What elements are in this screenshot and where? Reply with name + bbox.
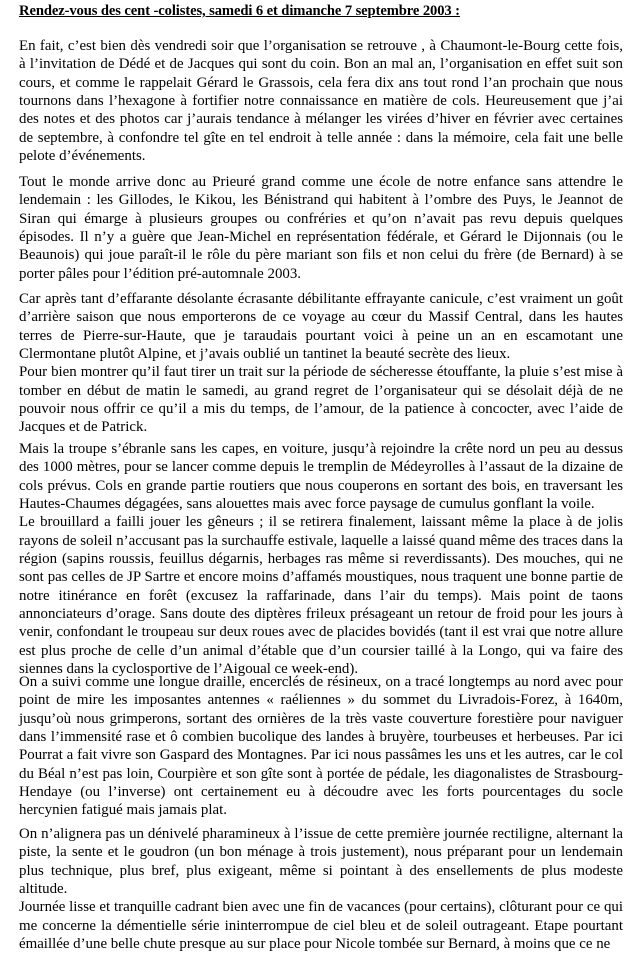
paragraph-text: Tout le monde arrive donc au Prieuré grand comme une école de notre enfance sans attendre le lendemain : les Gillodes, le Kikou, les Bénistrand qui habitent à l’ombre des Puys, le Jeannot de Siran qui émarge à plusieurs groupes ou confréries et qu’on n’avait pas revu depuis quelques épisodes. Il n’y a guère que Jean-Michel en représentation fédérale, et Gérard le Dijonnais (ou le Beaunois) qui joue paraît-il le rôle du père mariant son fils et non celui du frère (de Bernard) à se porter pâles pour l’édition pré-automnale 2003. bbox=[19, 174, 623, 282]
paragraph-2 bbox=[19, 173, 623, 283]
paragraph-3 bbox=[19, 290, 623, 437]
paragraph-text: Journée lisse et tranquille cadrant bien avec une fin de vacances (pour certains), clôturant pour ce qui me concerne la démentielle série ininterrompue de ciel bleu et de soleil outrageant. Etape pourtant émaillée d’une belle chute presque au sur place pour Nicole tombée sur Bernard, à moins que ce ne bbox=[19, 899, 623, 953]
paragraph-6 bbox=[19, 825, 623, 953]
paragraph-1 bbox=[19, 37, 623, 165]
paragraph-5 bbox=[19, 673, 623, 820]
paragraph-text: Pour bien montrer qu’il faut tirer un trait sur la période de sécheresse étouffante, la pluie s’est mise à tomber en début de matin le samedi, au grand regret de l’organisateur qui se désolait déjà de ne pouvoir nous offrir ce qu’il a mis du temps, de l’amour, de la patience à concocter, avec l’aide de Jacques et de Patrick. bbox=[19, 364, 623, 436]
paragraph-text: Mais la troupe s’ébranle sans les capes, en voiture, jusqu’à rejoindre la crête nord un peu au dessus des 1000 mètres, pour se lancer comme depuis le tremplin de Médeyrolles à l’assaut de la dizaine de cols prévus. Cols en grande partie routiers que nous couperons en sortant des bois, en traversant les Hautes-Chaumes dégagées, sans alouettes mais avec force paysage de cumulus gonflant la voile. bbox=[19, 441, 623, 513]
document-title: Rendez-vous des cent -colistes, samedi 6 et dimanche 7 septembre 2003 : bbox=[19, 3, 460, 19]
paragraph-text: On n’alignera pas un dénivelé pharamineux à l’issue de cette première journée rectiligne, alternant la piste, la sente et le goudron (un bon ménage à trois justement), nous préparant pour un lendemain plus technique, plus bref, plus exigeant, même si pointant à des ensellements de plus modeste altitude. bbox=[19, 826, 623, 898]
paragraph-4 bbox=[19, 440, 623, 678]
paragraph-text: Car après tant d’effarante désolante écrasante débilitante effrayante canicule, c’est vraiment un goût d’arrière saison que nous emporterons de ce voyage au cœur du Massif Central, dans les hautes terres de Pierre-sur-Haute, que je taraudais pourtant voici à peine un an en escamotant une Clermontane plutôt Alpine, et j’avais oublié un tantinet la beauté secrète des lieux. bbox=[19, 291, 623, 363]
paragraph-text: Le brouillard a failli jouer les gêneurs ; il se retirera finalement, laissant même la place à de jolis rayons de soleil n’accusant pas la surchauffe estivale, laquelle a laissé quand même des traces dans la région (sapins roussis, feuillus dégarnis, herbages ras même si reverdissants). Des mouches, qui ne sont pas celles de JP Sartre et encore moins d’affamés moustiques, nous traquent une bonne partie de notre itinérance en forêt (excusez la raffarinade, dans l’air du temps). Mais point de taons annonciateurs d’orage. Sans doute des diptères frileux présageant un retour de froid pour les jours à venir, confondant le troupeau sur deux roues avec de placides bovidés (tant il est vrai que notre allure est plus proche de celle d’un animal d’étable que d’un coursier taillé à la Longo, qui va faire des siennes dans la cyclosportive de l’Aigoual ce week-end). bbox=[19, 514, 623, 678]
paragraph-text: On a suivi comme une longue draille, encerclés de résineux, on a tracé longtemps au nord avec pour point de mire les imposantes antennes « raéliennes » du sommet du Livradois-Forez, à 1640m, jusqu’où nous grimperons, sortant des ornières de la très vaste couverture forestière pour naviguer dans l’immensité rase et ô combien bucolique des landes à bruyère, tourbeuses et herbeuses. Par ici Pourrat a fait vivre son Gaspard des Montagnes. Par ici nous passâmes les uns et les autres, car le col du Béal n’est pas loin, Courpière et son gîte sont à portée de pédale, les diagonalistes de Strasbourg-Hendaye (ou l’inverse) ont certainement eu à découdre avec les forts pourcentages du socle hercynien fatigué mais jamais plat. bbox=[19, 674, 623, 819]
paragraph-text: En fait, c’est bien dès vendredi soir que l’organisation se retrouve , à Chaumont-le-Bourg cette fois, à l’invitation de Dédé et de Jacques qui sont du coin. Bon an mal an, l’organisation en effet suit son cours, et comme le rappelait Gérard le Grassois, cela fera dix ans tout rond l’an prochain que nous tournons dans l’hexagone à fortifier notre connaissance en matière de cols. Heureusement que j’ai des notes et des photos car j’aurais tendance à mélanger les virées d’hiver en février avec certaines de septembre, à confondre tel gîte en tel endroit à telle année : dans la mémoire, cela fait une belle pelote d’événements. bbox=[19, 38, 623, 165]
